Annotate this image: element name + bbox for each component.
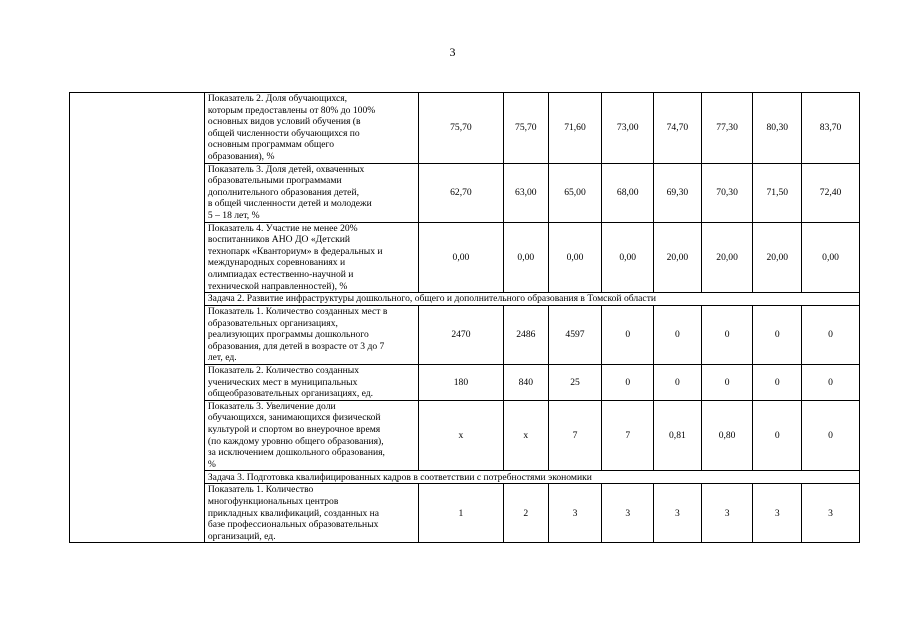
indicator-text-line: обучающихся, занимающихся физической (207, 412, 381, 424)
indicator-value: 0,81 (654, 400, 702, 471)
indicator-value: 20,00 (753, 222, 802, 293)
indicator-value: 0 (802, 306, 860, 365)
indicator-text-line: % (207, 458, 216, 470)
indicator-text-line: лет, ед. (207, 352, 237, 364)
indicator-value: 75,70 (504, 93, 549, 164)
indicator-text-line: Показатель 2. Доля обучающихся, (207, 93, 348, 104)
indicator-text-line: международных соревнованиях и (207, 257, 346, 269)
indicator-value: 3 (802, 484, 860, 543)
indicator-value: 25 (548, 365, 602, 401)
indicator-value: 0,00 (802, 222, 860, 293)
indicator-description (204, 163, 418, 222)
indicator-value: 0,00 (504, 222, 549, 293)
indicator-value: 3 (548, 484, 602, 543)
table-body (70, 93, 860, 543)
indicator-text-line: образовательными программами (207, 175, 342, 187)
indicator-value: 4597 (548, 306, 602, 365)
indicator-value: 3 (602, 484, 654, 543)
indicator-text-line: технопарк «Кванториум» в федеральных и (207, 245, 383, 257)
indicator-text-line: дополнительного образования детей, (207, 186, 359, 198)
indicator-value: x (504, 400, 549, 471)
indicator-text-line: олимпиадах естественно-научной и (207, 268, 354, 280)
indicator-value: 3 (701, 484, 753, 543)
indicator-value: 20,00 (701, 222, 753, 293)
indicator-text-line: Показатель 1. Количество (207, 484, 314, 496)
indicator-description (204, 306, 418, 365)
indicator-value: 0,00 (602, 222, 654, 293)
indicator-value: 2 (504, 484, 549, 543)
indicator-text-line: за исключением дошкольного образования, (207, 447, 385, 459)
indicator-text-line: реализующих программы дошкольного (207, 329, 369, 341)
indicator-value: 75,70 (418, 93, 503, 164)
indicator-text-line: (по каждому уровню общего образования), (207, 435, 384, 447)
indicator-value: 72,40 (802, 163, 860, 222)
indicator-text-line: основным программам общего (207, 139, 335, 151)
page-number: 3 (449, 45, 456, 59)
indicator-text-line: основных видов условий обучения (в (207, 116, 361, 128)
indicator-text-line: организаций, ед. (207, 530, 276, 542)
indicator-value: 0 (602, 306, 654, 365)
indicator-value: 65,00 (548, 163, 602, 222)
indicator-value: 7 (548, 400, 602, 471)
indicator-value: 0 (802, 400, 860, 471)
indicator-text-line: 5 – 18 лет, % (207, 209, 260, 221)
indicator-value: 68,00 (602, 163, 654, 222)
indicator-text-line: образовательных организациях, (207, 317, 338, 329)
indicator-value: 0,80 (701, 400, 753, 471)
indicator-value: 62,70 (418, 163, 503, 222)
indicator-value: 77,30 (701, 93, 753, 164)
indicator-text-line: общеобразовательных организациях, ед. (207, 388, 374, 400)
indicator-text-line: технической направленностей), % (207, 280, 348, 292)
indicators-table (69, 92, 860, 543)
task-heading: Задача 3. Подготовка квалифицированных кадров в соответствии с потребностями экономики (204, 471, 859, 484)
indicator-value: 7 (602, 400, 654, 471)
indicator-value: 0,00 (548, 222, 602, 293)
indicator-value: x (418, 400, 503, 471)
indicator-text-line: ученических мест в муниципальных (207, 376, 358, 388)
indicator-description (204, 222, 418, 293)
indicator-value: 70,30 (701, 163, 753, 222)
indicator-description (204, 365, 418, 401)
indicator-value: 83,70 (802, 93, 860, 164)
indicator-value: 3 (654, 484, 702, 543)
indicator-text-line: культурой и спортом во внеурочное время (207, 424, 381, 436)
indicator-text-line: Показатель 3. Доля детей, охваченных (207, 163, 365, 175)
indicator-value: 0 (802, 365, 860, 401)
indicator-value: 71,50 (753, 163, 802, 222)
indicator-value: 0 (753, 306, 802, 365)
indicator-value: 0 (701, 365, 753, 401)
indicator-value: 63,00 (504, 163, 549, 222)
indicator-text-line: общей численности обучающихся по (207, 127, 360, 139)
indicator-text-line: Показатель 3. Увеличение доли (207, 400, 336, 412)
indicator-value: 0 (753, 365, 802, 401)
indicator-text-line: Показатель 4. Участие не менее 20% (207, 222, 358, 234)
indicator-description (204, 400, 418, 471)
indicator-value: 840 (504, 365, 549, 401)
indicator-value: 0,00 (418, 222, 503, 293)
indicator-text-line: базе профессиональных образовательных (207, 519, 379, 531)
indicator-value: 0 (654, 306, 702, 365)
indicator-text-line: образования), % (207, 150, 275, 162)
indicator-text-line: образования, для детей в возрасте от 3 до 7 (207, 340, 385, 352)
indicator-text-line: Показатель 2. Количество созданных (207, 365, 360, 377)
indicator-value: 0 (753, 400, 802, 471)
indicator-value: 71,60 (548, 93, 602, 164)
indicator-value: 180 (418, 365, 503, 401)
indicator-value: 69,30 (654, 163, 702, 222)
indicator-value: 3 (753, 484, 802, 543)
indicator-value: 74,70 (654, 93, 702, 164)
indicator-value: 80,30 (753, 93, 802, 164)
indicator-value: 1 (418, 484, 503, 543)
blank-leading-cell (70, 93, 205, 543)
indicator-description (204, 484, 418, 543)
indicator-text-line: многофункциональных центров (207, 496, 339, 507)
indicator-value: 2470 (418, 306, 503, 365)
indicator-row (70, 93, 860, 164)
indicator-value: 0 (602, 365, 654, 401)
indicator-text-line: прикладных квалификаций, созданных на (207, 507, 380, 519)
indicator-text-line: Показатель 1. Количество созданных мест в (207, 306, 388, 318)
indicator-text-line: в общей численности детей и молодежи (207, 198, 372, 210)
indicator-value: 20,00 (654, 222, 702, 293)
indicator-value: 73,00 (602, 93, 654, 164)
indicator-text-line: которым предоставлены от 80% до 100% (207, 104, 376, 116)
indicator-text-line: воспитанников АНО ДО «Детский (207, 234, 351, 246)
indicator-value: 2486 (504, 306, 549, 365)
indicator-value: 0 (654, 365, 702, 401)
task-heading: Задача 2. Развитие инфраструктуры дошкольного, общего и дополнительного образования в Томской области (204, 293, 859, 306)
indicator-description (204, 93, 418, 164)
indicator-value: 0 (701, 306, 753, 365)
